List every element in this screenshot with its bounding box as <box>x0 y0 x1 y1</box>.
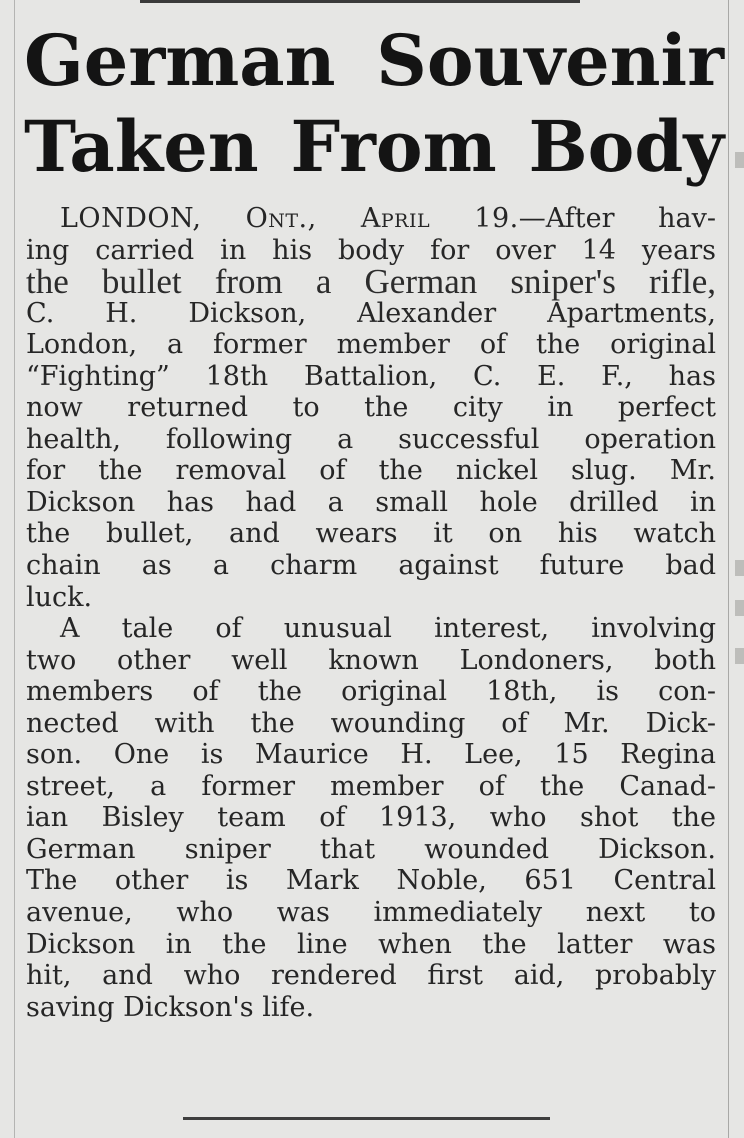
article-line: health, following a successful operation <box>26 423 716 455</box>
article-line: Dickson in the line when the latter was <box>26 928 716 960</box>
article-line: ing carried in his body for over 14 years <box>26 234 716 266</box>
article-line: nected with the wounding of Mr. Dick- <box>26 707 716 739</box>
headline-line: German Souvenir <box>24 19 724 102</box>
article-line: avenue, who was immediately next to <box>26 897 716 929</box>
article-line: German sniper that wounded Dickson. <box>26 833 716 865</box>
article-line: for the removal of the nickel slug. Mr. <box>26 455 716 487</box>
dateline: LONDON, Ont., April 19. <box>60 203 519 234</box>
end-of-article-rule <box>183 1117 550 1120</box>
article-line: two other well known Londoners, both <box>26 644 716 676</box>
article-line: chain as a charm against future bad <box>26 550 716 582</box>
article-line: now returned to the city in perfect <box>26 392 716 424</box>
article-headline <box>24 18 724 190</box>
article-line: ian Bisley team of 1913, who shot the <box>26 802 716 834</box>
article-line-text: —After hav- <box>518 203 717 234</box>
article-body <box>26 203 716 1023</box>
headline-line: Taken From Body <box>24 105 724 188</box>
adjacent-column-fragment <box>735 152 744 168</box>
adjacent-column-fragment <box>735 648 744 664</box>
article-line: The other is Mark Noble, 651 Central <box>26 865 716 897</box>
article-line: the bullet, and wears it on his watch <box>26 518 716 550</box>
article-line: the bullet from a German sniper's rifle, <box>26 262 716 302</box>
article-line: luck. <box>26 581 93 613</box>
article-line: members of the original 18th, is con- <box>26 676 716 708</box>
article-line: saving Dickson's life. <box>26 991 315 1023</box>
article-line: C. H. Dickson, Alexander Apartments, <box>26 297 716 329</box>
article-line: London, a former member of the original <box>26 329 716 361</box>
article-paragraph <box>26 203 716 613</box>
right-column-border <box>728 0 729 1138</box>
top-column-rule <box>140 0 580 3</box>
article-line: street, a former member of the Canad- <box>26 770 716 802</box>
left-column-border <box>14 0 15 1138</box>
article-line: Dickson has had a small hole drilled in <box>26 486 716 518</box>
article-line: son. One is Maurice H. Lee, 15 Regina <box>26 739 716 771</box>
adjacent-column-fragment <box>735 600 744 616</box>
article-paragraph <box>26 613 716 1023</box>
adjacent-column-fragment <box>735 560 744 576</box>
article-line: “Fighting” 18th Battalion, C. E. F., has <box>26 360 716 392</box>
article-line <box>26 203 716 235</box>
article-line: A tale of unusual interest, involving <box>60 613 716 645</box>
article-line: hit, and who rendered first aid, probably <box>26 960 716 992</box>
